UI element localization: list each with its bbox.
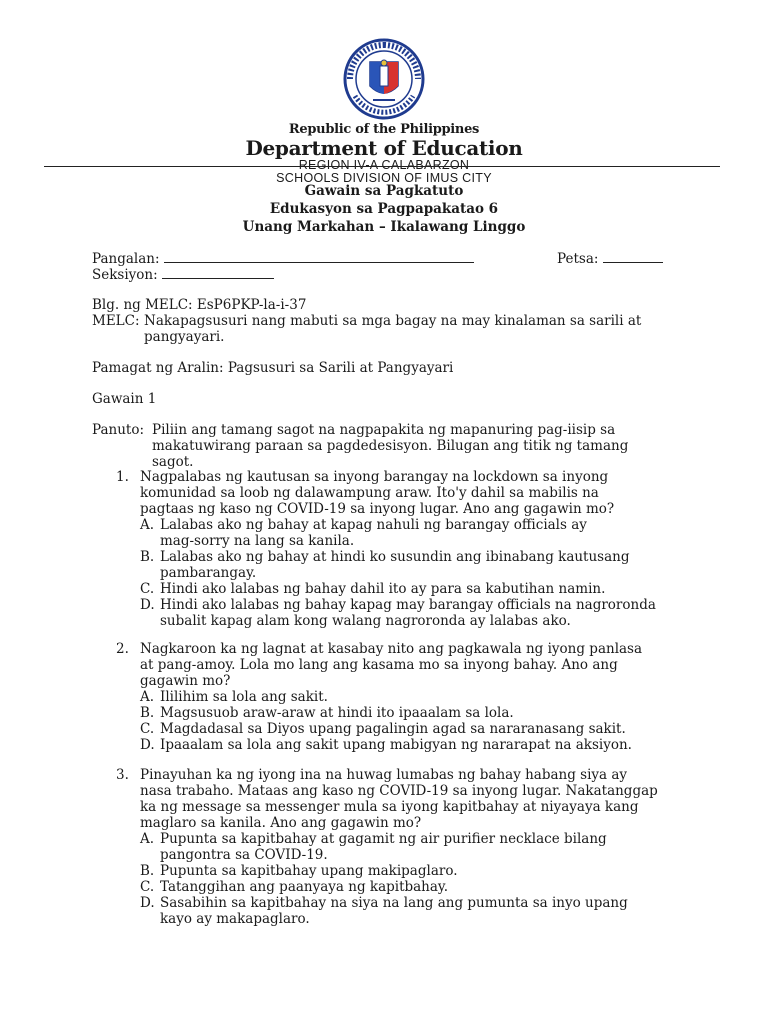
option-b[interactable] <box>140 705 676 721</box>
panuto-line-2: makatuwirang paraan sa pagdedesisyon. Bilugan ang titik ng tamang <box>152 438 629 454</box>
option-text: Pupunta sa kapitbahay upang makipaglaro. <box>160 863 458 879</box>
option-text: pambarangay. <box>160 565 257 581</box>
stem-line: komunidad sa loob ng dalawampung araw. Ito'y dahil sa mabilis na <box>140 485 599 501</box>
option-c[interactable] <box>140 879 676 895</box>
title-line-3: Unang Markahan – Ikalawang Linggo <box>242 219 526 235</box>
stem-line: Nagpalabas ng kautusan sa inyong barangay na lockdown sa inyong <box>140 469 609 485</box>
option-text: subalit kapag alam kong walang nagroronda ay lalabas ako. <box>160 613 571 629</box>
option-b[interactable] <box>140 549 676 581</box>
option-letter[interactable]: B. <box>140 549 155 565</box>
melc-label: MELC: <box>92 313 140 329</box>
question-number: 3. <box>116 767 129 783</box>
panuto-label: Panuto: <box>92 422 145 438</box>
activity-title: Gawain 1 <box>92 391 157 407</box>
stem-line: at pang-amoy. Lola mo lang ang kasama mo sa inyong bahay. Ano ang <box>140 657 618 673</box>
option-letter[interactable]: C. <box>140 879 155 895</box>
option-text: mag-sorry na lang sa kanila. <box>160 533 355 549</box>
republic-line: Republic of the Philippines <box>288 122 480 137</box>
option-text: Ililihim sa lola ang sakit. <box>160 689 328 705</box>
option-letter[interactable]: D. <box>140 737 155 753</box>
option-text: Hindi ako lalabas ng bahay dahil ito ay para sa kabutihan namin. <box>160 581 606 597</box>
option-a[interactable] <box>140 831 676 863</box>
pangalan-blank[interactable] <box>164 250 474 263</box>
question-3 <box>116 767 676 927</box>
deped-seal-icon <box>343 38 425 120</box>
worksheet-titles <box>0 182 768 236</box>
option-letter[interactable]: D. <box>140 597 155 613</box>
option-text: Magsusuob araw-araw at hindi ito ipaaalam sa lola. <box>160 705 514 721</box>
question-stem <box>140 767 676 831</box>
option-letter[interactable]: C. <box>140 581 155 597</box>
option-text: Ipaaalam sa lola ang sakit upang mabigyan ng nararapat na aksiyon. <box>160 737 632 753</box>
option-letter[interactable]: D. <box>140 895 155 911</box>
option-letter[interactable]: A. <box>140 517 155 533</box>
question-1 <box>116 469 676 629</box>
option-d[interactable] <box>140 597 676 629</box>
option-a[interactable] <box>140 689 676 705</box>
question-2 <box>116 641 676 753</box>
option-c[interactable] <box>140 721 676 737</box>
division-line: SCHOOLS DIVISION OF IMUS CITY <box>276 171 492 185</box>
petsa-field <box>557 250 663 267</box>
stem-line: Nagkaroon ka ng lagnat at kasabay nito ang pagkawala ng iyong panlasa <box>140 641 643 657</box>
stem-line: ka ng message sa messenger mula sa iyong kapitbahay at niyayaya kang <box>140 799 639 815</box>
department-name: Department of Education <box>245 136 523 160</box>
question-number: 1. <box>116 469 129 485</box>
panuto-line-3: sagot. <box>152 454 194 470</box>
title-line-1: Gawain sa Pagkatuto <box>304 183 464 199</box>
stem-line: gagawin mo? <box>140 673 231 689</box>
option-text: pangontra sa COVID-19. <box>160 847 328 863</box>
region-line: REGION IV-A CALABARZON <box>298 158 470 172</box>
seksiyon-blank[interactable] <box>162 266 274 279</box>
option-b[interactable] <box>140 863 676 879</box>
option-text: Pupunta sa kapitbahay at gagamit ng air purifier necklace bilang <box>160 831 607 847</box>
header-divider <box>44 166 720 167</box>
option-d[interactable] <box>140 895 676 927</box>
melc-code: Blg. ng MELC: EsP6PKP-la-i-37 <box>92 297 307 313</box>
petsa-label: Petsa: <box>557 251 599 267</box>
pangalan-label: Pangalan: <box>92 251 160 267</box>
question-stem <box>140 641 676 689</box>
melc-text-line-2: pangyayari. <box>144 329 225 345</box>
lesson-title: Pamagat ng Aralin: Pagsusuri sa Sarili at Pangyayari <box>92 360 454 376</box>
stem-line: pagtaas ng kaso ng COVID-19 sa inyong lugar. Ano ang gagawin mo? <box>140 501 615 517</box>
question-stem <box>140 469 676 517</box>
option-text: Magdadasal sa Diyos upang pagalingin agad sa nararanasang sakit. <box>160 721 626 737</box>
panuto-line-1: Piliin ang tamang sagot na nagpapakita ng mapanuring pag-iisip sa <box>152 422 616 438</box>
seksiyon-label: Seksiyon: <box>92 267 158 283</box>
option-letter[interactable]: B. <box>140 705 155 721</box>
melc-text-line-1: Nakapagsusuri nang mabuti sa mga bagay na may kinalaman sa sarili at <box>144 313 642 329</box>
option-letter[interactable]: C. <box>140 721 155 737</box>
option-text: Lalabas ako ng bahay at hindi ko susundin ang ibinabang kautusang <box>160 549 630 565</box>
stem-line: Pinayuhan ka ng iyong ina na huwag lumabas ng bahay habang siya ay <box>140 767 628 783</box>
option-letter[interactable]: B. <box>140 863 155 879</box>
option-a[interactable] <box>140 517 676 549</box>
option-letter[interactable]: A. <box>140 689 155 705</box>
option-text: Lalabas ako ng bahay at kapag nahuli ng barangay officials ay <box>160 517 587 533</box>
seksiyon-field <box>92 266 274 283</box>
question-number: 2. <box>116 641 129 657</box>
petsa-blank[interactable] <box>603 250 663 263</box>
option-c[interactable] <box>140 581 676 597</box>
letterhead <box>0 38 768 185</box>
option-d[interactable] <box>140 737 676 753</box>
option-text: Sasabihin sa kapitbahay na siya na lang ang pumunta sa inyo upang <box>160 895 628 911</box>
option-text: Hindi ako lalabas ng bahay kapag may barangay officials na nagroronda <box>160 597 656 613</box>
option-text: kayo ay makapaglaro. <box>160 911 310 927</box>
option-text: Tatanggihan ang paanyaya ng kapitbahay. <box>160 879 449 895</box>
option-letter[interactable]: A. <box>140 831 155 847</box>
title-line-2: Edukasyon sa Pagpapakatao 6 <box>269 201 499 217</box>
stem-line: nasa trabaho. Mataas ang kaso ng COVID-19 sa inyong lugar. Nakatanggap <box>140 783 658 799</box>
pangalan-field <box>92 250 474 267</box>
stem-line: maglaro sa kanila. Ano ang gagawin mo? <box>140 815 422 831</box>
